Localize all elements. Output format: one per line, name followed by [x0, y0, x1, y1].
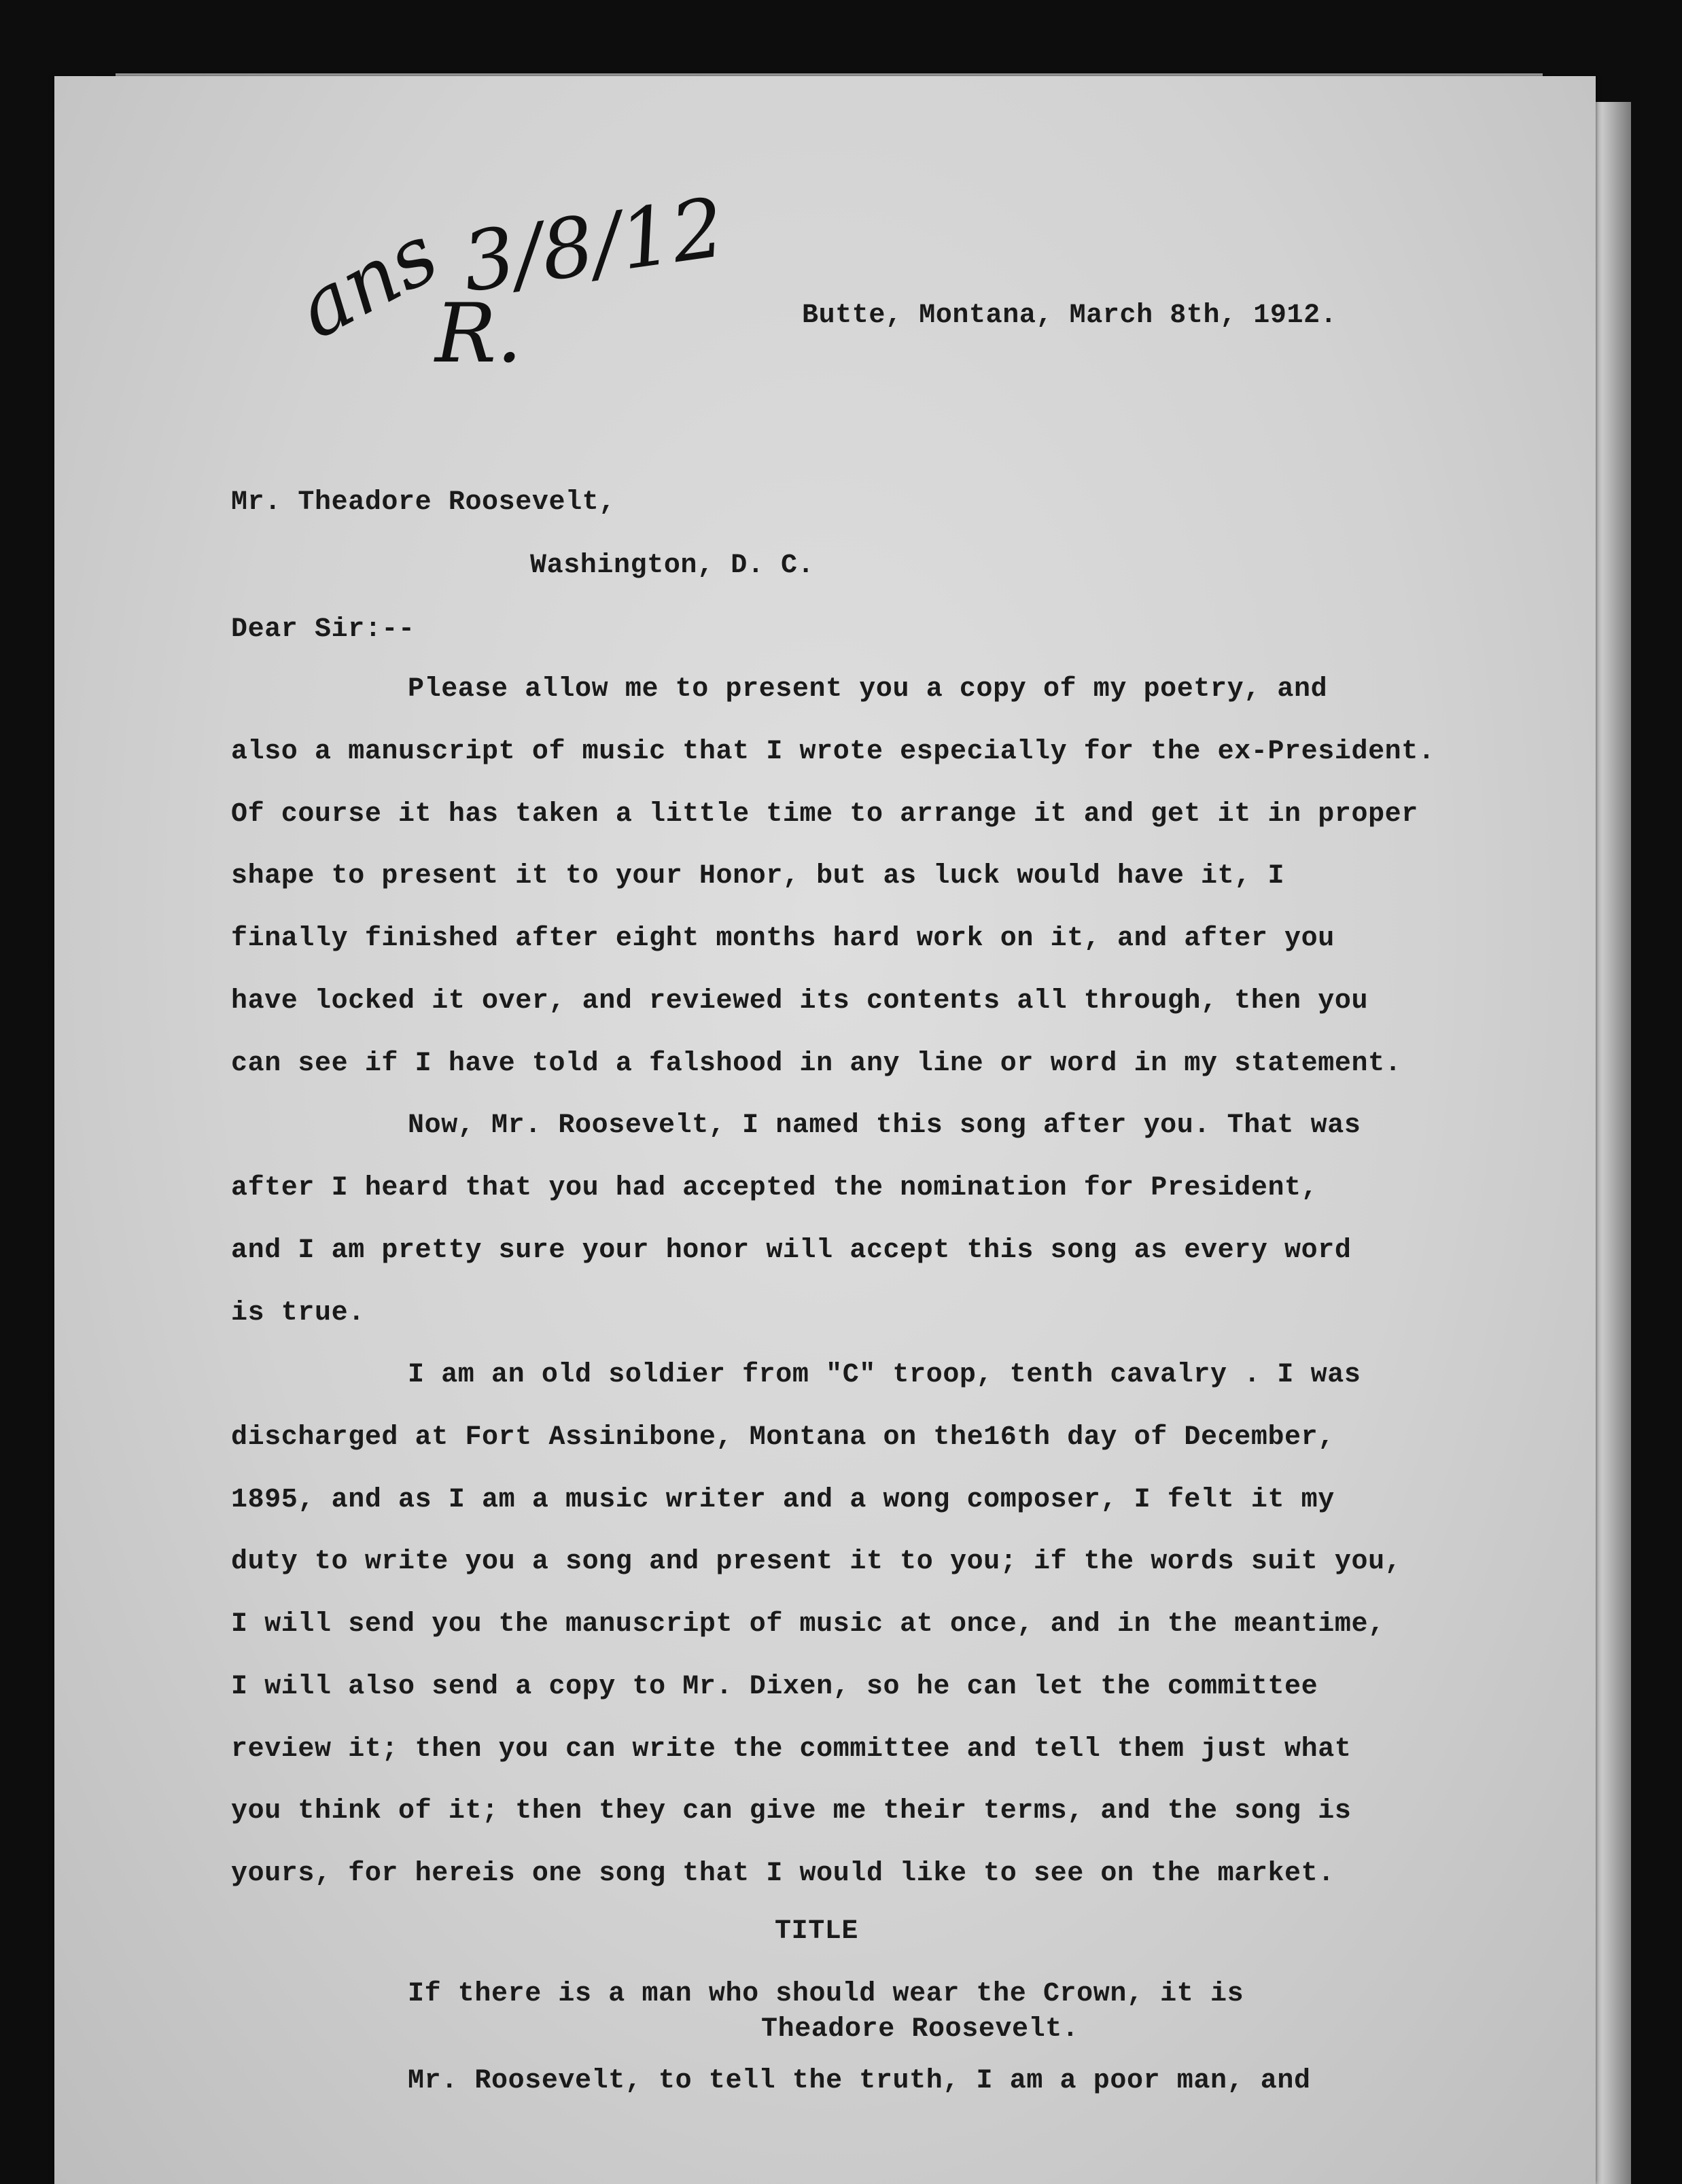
- title-heading: TITLE: [775, 1916, 859, 1947]
- body-line: 1895, and as I am a music writer and a wong composer, I felt it my: [231, 1485, 1335, 1515]
- dateline: Butte, Montana, March 8th, 1912.: [802, 300, 1337, 331]
- body-line: Please allow me to present you a copy of my poetry, and: [408, 674, 1328, 705]
- song-title-line: Theadore Roosevelt.: [761, 2014, 1079, 2045]
- body-line: Of course it has taken a little time to arrange it and get it in proper: [231, 799, 1418, 830]
- body-line: after I heard that you had accepted the nomination for President,: [231, 1173, 1318, 1203]
- body-line: finally finished after eight months hard work on it, and after you: [231, 923, 1335, 954]
- handwritten-date: 3/8/12: [457, 180, 730, 311]
- body-line: duty to write you a song and present it to you; if the words suit you,: [231, 1547, 1402, 1577]
- body-line: is true.: [231, 1298, 365, 1328]
- body-line: and I am pretty sure your honor will accept this song as every word: [231, 1235, 1352, 1266]
- closing-line: Mr. Roosevelt, to tell the truth, I am a poor man, and: [408, 2066, 1311, 2096]
- body-line: you think of it; then they can give me their terms, and the song is: [231, 1796, 1352, 1827]
- body-line: can see if I have told a falshood in any line or word in my statement.: [231, 1049, 1402, 1079]
- body-line: Now, Mr. Roosevelt, I named this song after you. That was: [408, 1110, 1361, 1141]
- body-line: shape to present it to your Honor, but as luck would have it, I: [231, 861, 1285, 892]
- body-line: yours, for hereis one song that I would like to see on the market.: [231, 1859, 1335, 1889]
- body-line: I am an old soldier from "C" troop, tenth cavalry . I was: [408, 1360, 1361, 1390]
- recipient-city: Washington, D. C.: [530, 550, 815, 581]
- song-title-line: If there is a man who should wear the Crown, it is: [408, 1979, 1244, 2009]
- handwritten-initial: R.: [435, 287, 523, 381]
- letter-page: [54, 76, 1596, 2184]
- recipient-name: Mr. Theadore Roosevelt,: [231, 487, 616, 518]
- body-line: have locked it over, and reviewed its contents all through, then you: [231, 986, 1369, 1017]
- body-line: also a manuscript of music that I wrote especially for the ex-President.: [231, 737, 1435, 767]
- body-line: review it; then you can write the committee and tell them just what: [231, 1734, 1352, 1765]
- handwritten-ans: ans: [282, 207, 453, 357]
- body-line: I will send you the manuscript of music at once, and in the meantime,: [231, 1609, 1385, 1640]
- salutation: Dear Sir:--: [231, 614, 415, 645]
- body-line: discharged at Fort Assinibone, Montana on the16th day of December,: [231, 1422, 1335, 1453]
- body-line: I will also send a copy to Mr. Dixen, so he can let the committee: [231, 1672, 1318, 1702]
